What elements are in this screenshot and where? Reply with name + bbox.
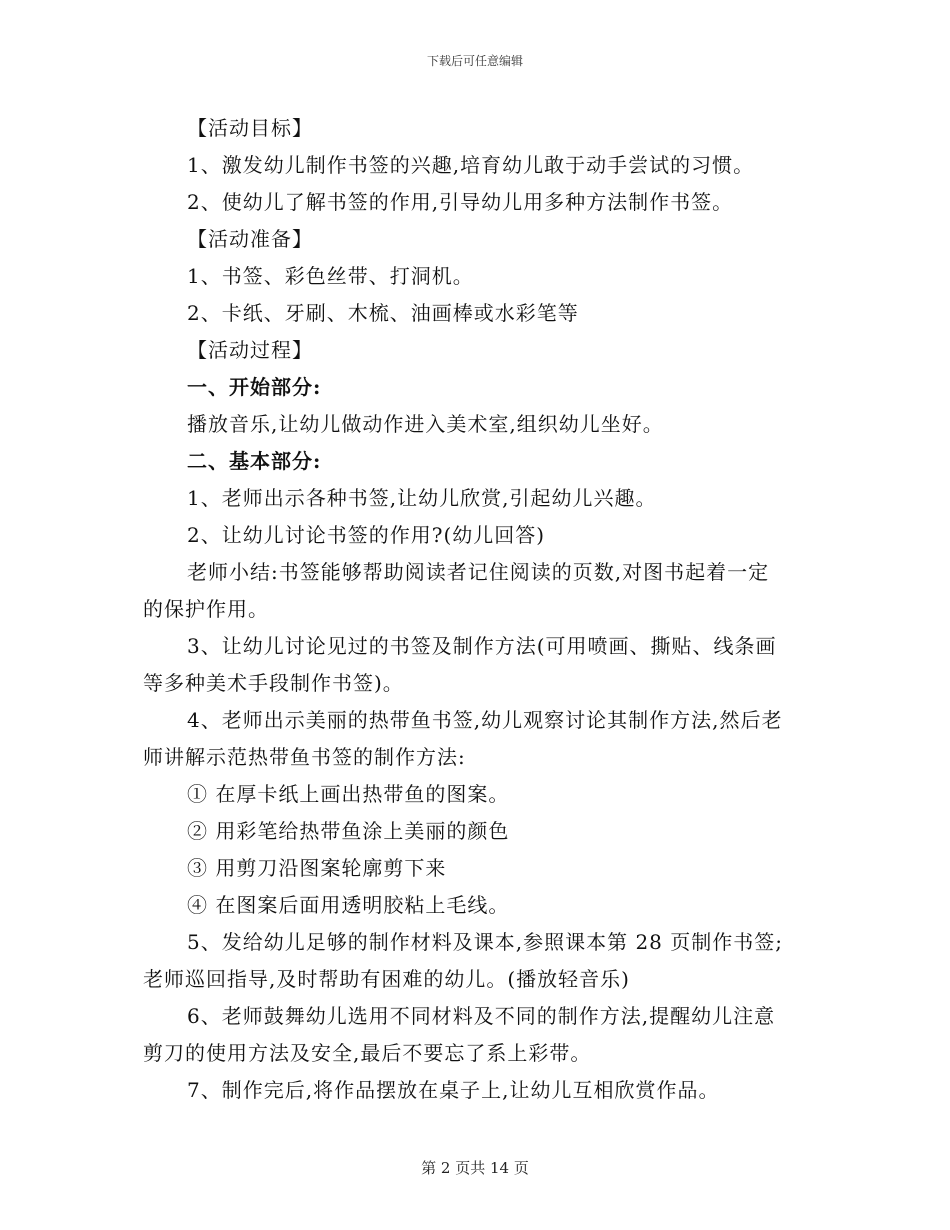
paragraph: 2、让幼儿讨论书签的作用?(幼儿回答) [187, 523, 546, 547]
step-item: ③ 用剪刀沿图案轮廓剪下来 [187, 856, 447, 880]
paragraph: 1、老师出示各种书签,让幼儿欣赏,引起幼儿兴趣。 [187, 486, 657, 510]
paragraph: 2、卡纸、牙刷、木梳、油画棒或水彩笔等 [187, 301, 579, 325]
paragraph: 4、老师出示美丽的热带鱼书签,幼儿观察讨论其制作方法,然后老 [187, 708, 783, 732]
paragraph: 2、使幼儿了解书签的作用,引导幼儿用多种方法制作书签。 [187, 190, 734, 214]
paragraph-continuation: 老师巡回指导,及时帮助有困难的幼儿。(播放轻音乐) [143, 967, 630, 991]
page-header: 下载后可任意编辑 [426, 54, 523, 68]
section-heading-process: 【活动过程】 [187, 338, 313, 362]
step-item: ④ 在图案后面用透明胶粘上毛线。 [187, 893, 510, 917]
step-item: ② 用彩笔给热带鱼涂上美丽的颜色 [187, 819, 510, 843]
paragraph: 6、老师鼓舞幼儿选用不同材料及不同的制作方法,提醒幼儿注意 [187, 1004, 776, 1028]
paragraph: 3、让幼儿讨论见过的书签及制作方法(可用喷画、撕贴、线条画 [187, 634, 777, 658]
document-body [143, 110, 808, 1109]
step-item: ① 在厚卡纸上画出热带鱼的图案。 [187, 782, 510, 806]
subheading-start: 一、开始部分: [187, 375, 322, 399]
paragraph: 播放音乐,让幼儿做动作进入美术室,组织幼儿坐好。 [187, 412, 664, 436]
paragraph-continuation: 剪刀的使用方法及安全,最后不要忘了系上彩带。 [143, 1041, 592, 1065]
paragraph-continuation: 师讲解示范热带鱼书签的制作方法: [143, 745, 466, 769]
subheading-basic: 二、基本部分: [187, 449, 322, 473]
section-heading-goals: 【活动目标】 [187, 116, 313, 140]
page-footer: 第 2 页共 14 页 [421, 1159, 529, 1177]
paragraph-continuation: 的保护作用。 [143, 597, 269, 621]
paragraph: 老师小结:书签能够帮助阅读者记住阅读的页数,对图书起着一定 [187, 560, 770, 584]
paragraph: 1、激发幼儿制作书签的兴趣,培育幼儿敢于动手尝试的习惯。 [187, 153, 755, 177]
paragraph: 7、制作完后,将作品摆放在桌子上,让幼儿互相欣赏作品。 [187, 1078, 720, 1102]
paragraph-continuation: 等多种美术手段制作书签)。 [143, 671, 404, 695]
section-heading-preparation: 【活动准备】 [187, 227, 313, 251]
paragraph: 5、发给幼儿足够的制作材料及课本,参照课本第 28 页制作书签; [187, 930, 783, 954]
paragraph: 1、书签、彩色丝带、打洞机。 [187, 264, 474, 288]
